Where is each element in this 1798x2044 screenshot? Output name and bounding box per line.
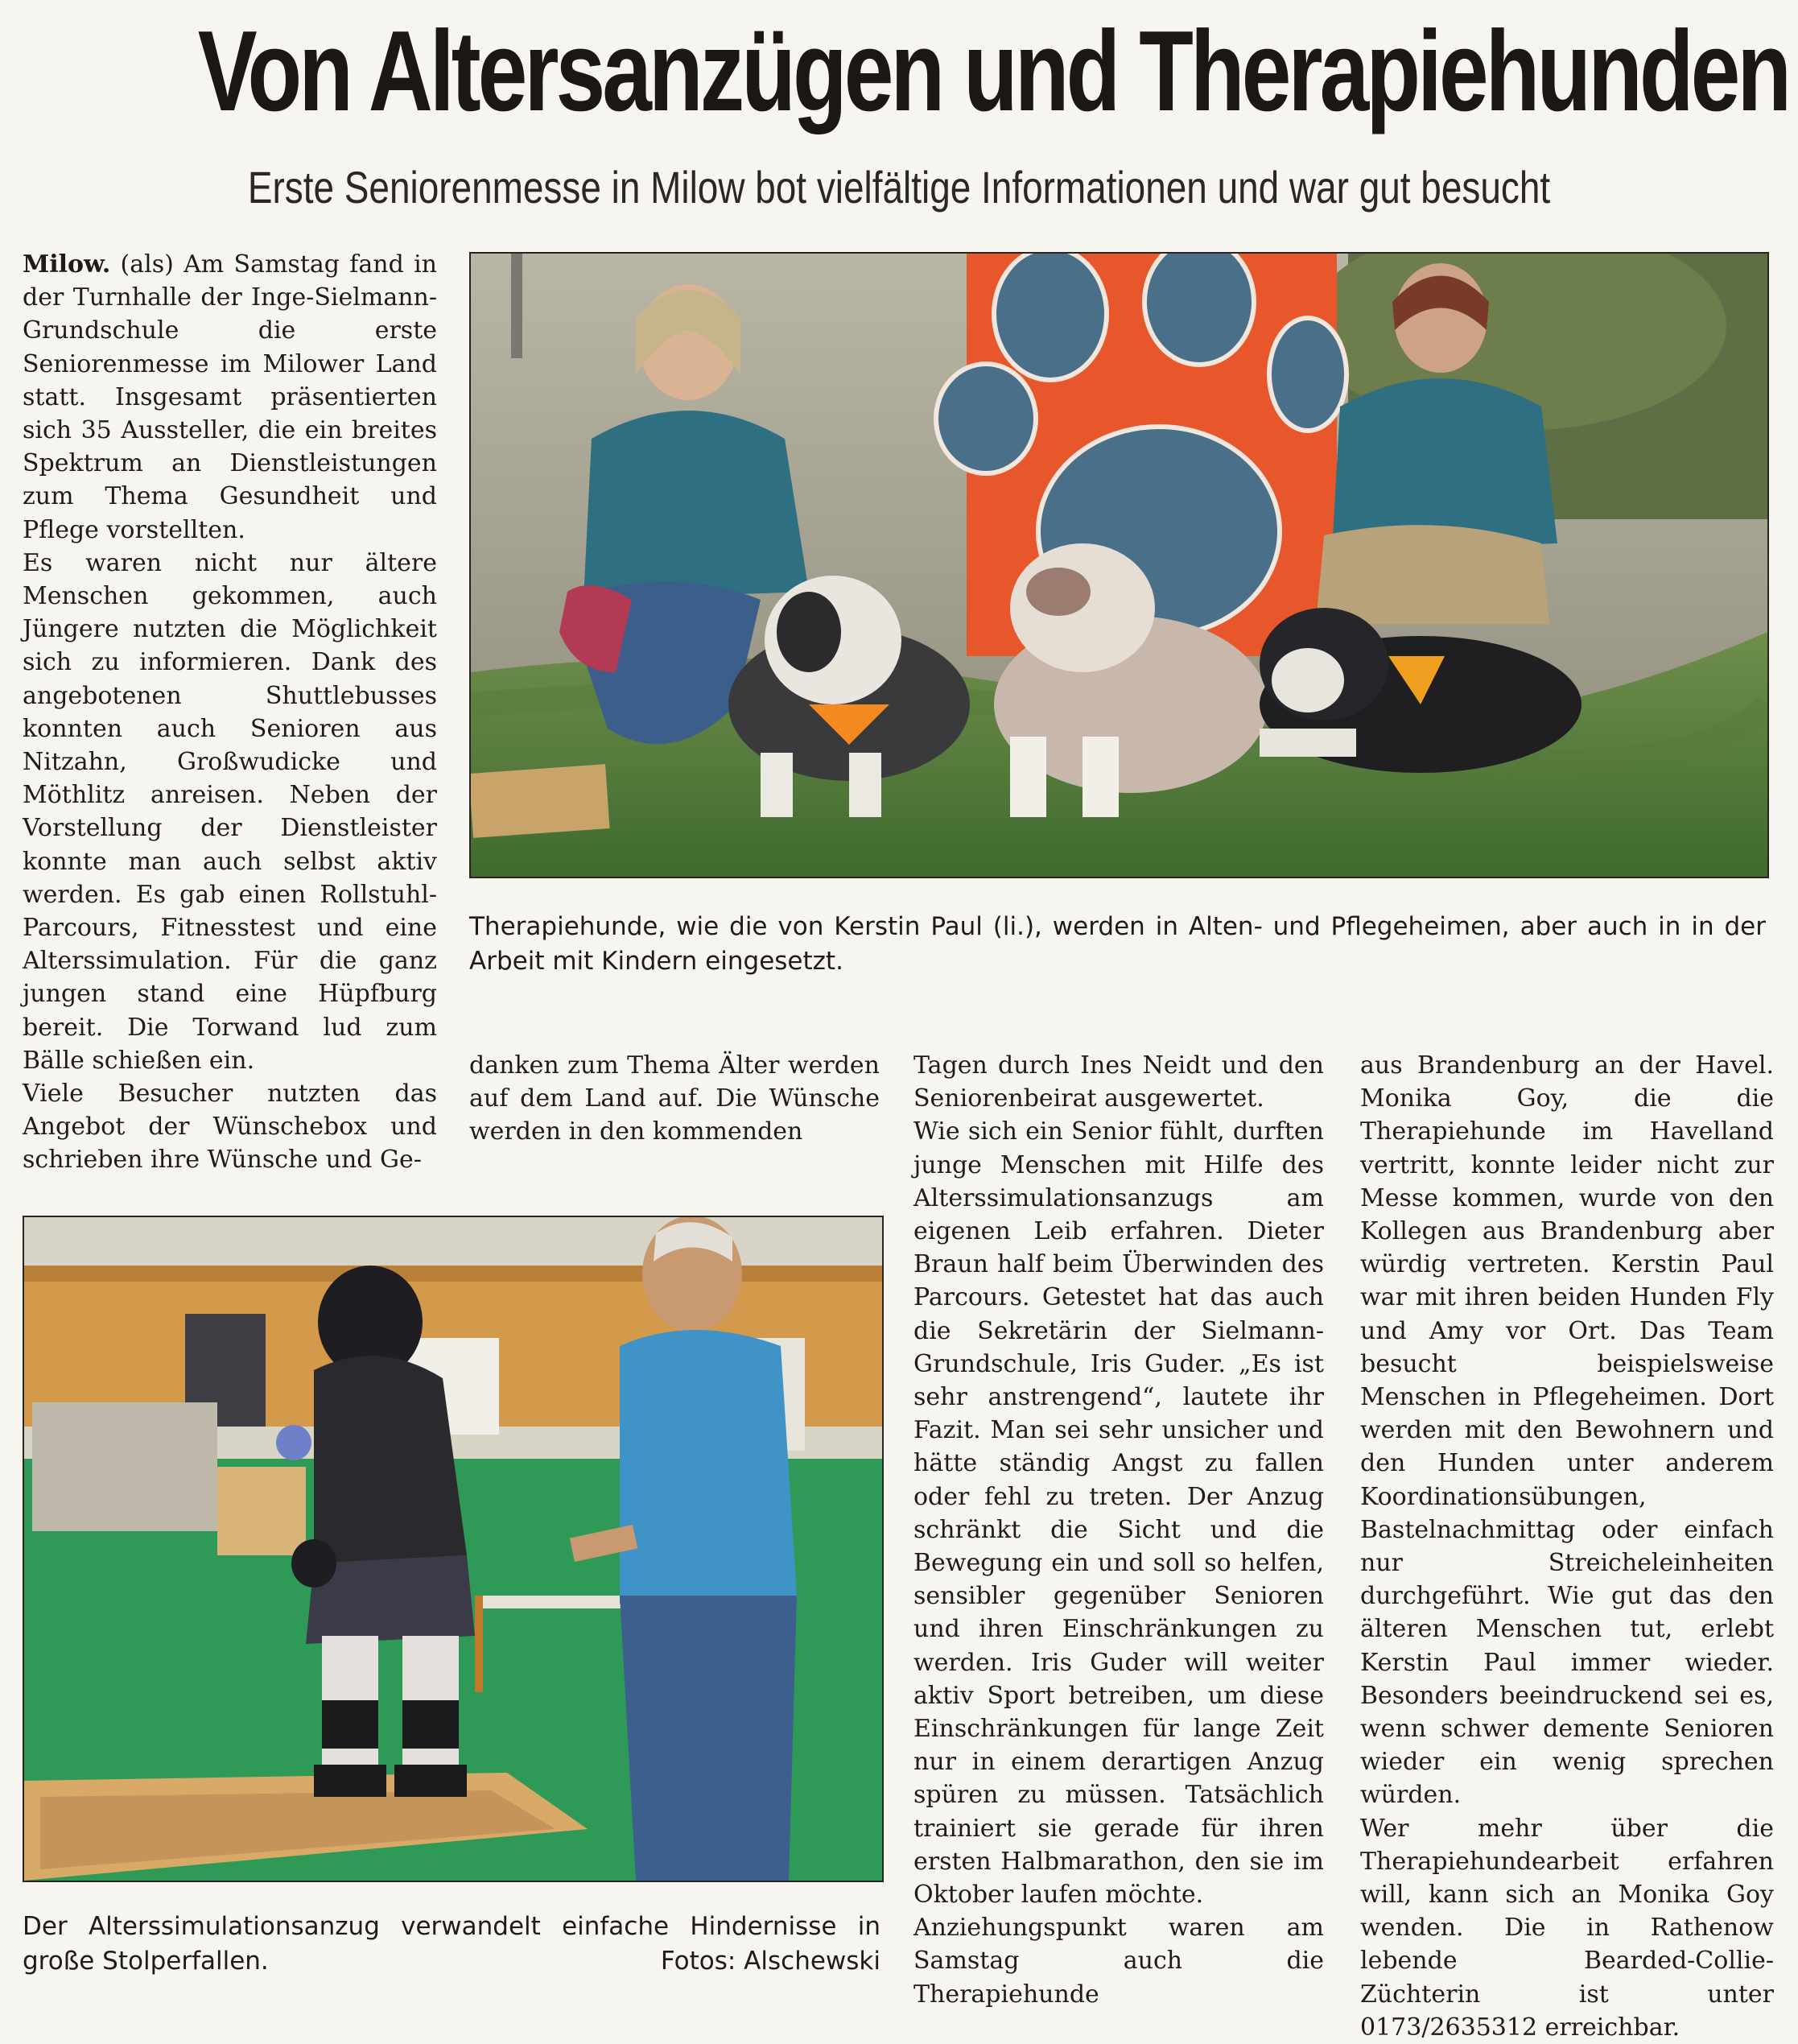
headline: Von Altersanzügen und Therapiehunden [197, 7, 1789, 135]
column-1-text [23, 248, 437, 1177]
paragraph: Viele Besucher nutzten das Angebot der Wünschebox und schrieben ihre Wünsche und Ge- [23, 1080, 437, 1175]
bottom-photo-caption: Der Alterssimulationsanzug verwandelt einfache Hindernisse in große Stolperfallen. [23, 1912, 880, 1976]
paragraph-intro: Milow. (als) Am Samstag fand in der Turnhalle der Inge-Sielmann-Grundschule die erste Seniorenmesse im Milower Land statt. Insgesamt präsentierten sich 35 Aussteller, die ein breites Spektrum an Dienstleistungen zum Thema Gesundheit und Pflege vorstellten. [23, 250, 437, 544]
age-simulation-photo [23, 1216, 884, 1882]
subheadline: Erste Seniorenmesse in Milow bot vielfältige Informationen und war gut besucht [247, 162, 1551, 213]
top-photo-caption: Therapiehunde, wie die von Kerstin Paul (li.), werden in Alten- und Pflegeheimen, aber auch in in der Arbeit mit Kindern eingesetzt. [469, 912, 1766, 976]
therapy-dogs-photo [469, 252, 1769, 878]
paragraph: Anziehungspunkt waren am Samstag auch die Therapiehunde [913, 1914, 1324, 2009]
column-3-text [913, 1049, 1324, 2011]
paragraph: danken zum Thema Älter werden auf dem Land auf. Die Wünsche werden in den kommenden [469, 1051, 880, 1146]
paragraph: Wie sich ein Senior fühlt, durften junge Menschen mit Hilfe des Alterssimulationsanzugs am eigenen Leib erfahren. Dieter Braun half beim Überwinden des Parcours. Getestet hat das auch die Sekretärin der Sielmann-Grundschule, Iris Guder. „Es ist sehr anstrengend“, lautete ihr Fazit. Man sei sehr unsicher und hätte ständig Angst zu fallen oder fehl zu treten. Der Anzug schränkt die Sicht und die Bewegung ein und soll so helfen, sensibler gegenüber Senioren und ihren Einschränkungen zu werden. Iris Guder will weiter aktiv Sport betreiben, um diese Einschränkungen für lange Zeit nur in einem derartigen Anzug spüren zu müssen. Tatsächlich trainiert sie gerade für ihren ersten Halbmarathon, den sie im Oktober laufen möchte. [913, 1117, 1324, 1910]
column-2-text [469, 1049, 880, 1149]
dateline: Milow. [23, 250, 111, 279]
paragraph: Wer mehr über die Therapiehundearbeit erfahren will, kann sich an Monika Goy wenden. Die in Rathenow lebende Bearded-Collie-Züchterin ist unter 0173/2635312 erreichbar. [1360, 1814, 1774, 2042]
age-simulation-illustration [24, 1217, 882, 1881]
paragraph: aus Brandenburg an der Havel. Monika Goy, die die Therapiehunde im Havelland vertritt, konnte leider nicht zur Messe kommen, wurde von den Kollegen aus Brandenburg aber würdig vertreten. Kerstin Paul war mit ihren beiden Hunden Fly und Amy vor Ort. Das Team besucht beispielsweise Menschen in Pflegeheimen. Dort werden mit den Bewohnern und den Hunden unter anderem Koordinationsübungen, Bastelnachmittag oder einfach nur Streicheleinheiten durchgeführt. Wie gut das den älteren Menschen tut, erlebt Kerstin Paul immer wieder. Besonders beeindruckend sei es, wenn schwer demente Senioren wieder ein wenig sprechen würden. [1360, 1051, 1774, 1810]
therapy-dogs-illustration [471, 254, 1767, 877]
column-4-text [1360, 1049, 1774, 2044]
photo-credit: Fotos: Alschewski [660, 1947, 880, 1976]
paragraph: Es waren nicht nur ältere Menschen gekommen, auch Jüngere nutzten die Möglichkeit sich zu informieren. Dank des angebotenen Shuttlebusses konnten auch Senioren aus Nitzahn, Großwudicke und Möthlitz anreisen. Neben der Vorstellung der Dienstleister konnte man auch selbst aktiv werden. Es gab einen Rollstuhl-Parcours, Fitnesstest und eine Alterssimulation. Für die ganz jungen stand eine Hüpfburg bereit. Die Torwand lud zum Bälle schießen ein. [23, 548, 437, 1075]
paragraph: Tagen durch Ines Neidt und den Seniorenbeirat ausgewertet. [913, 1051, 1324, 1113]
